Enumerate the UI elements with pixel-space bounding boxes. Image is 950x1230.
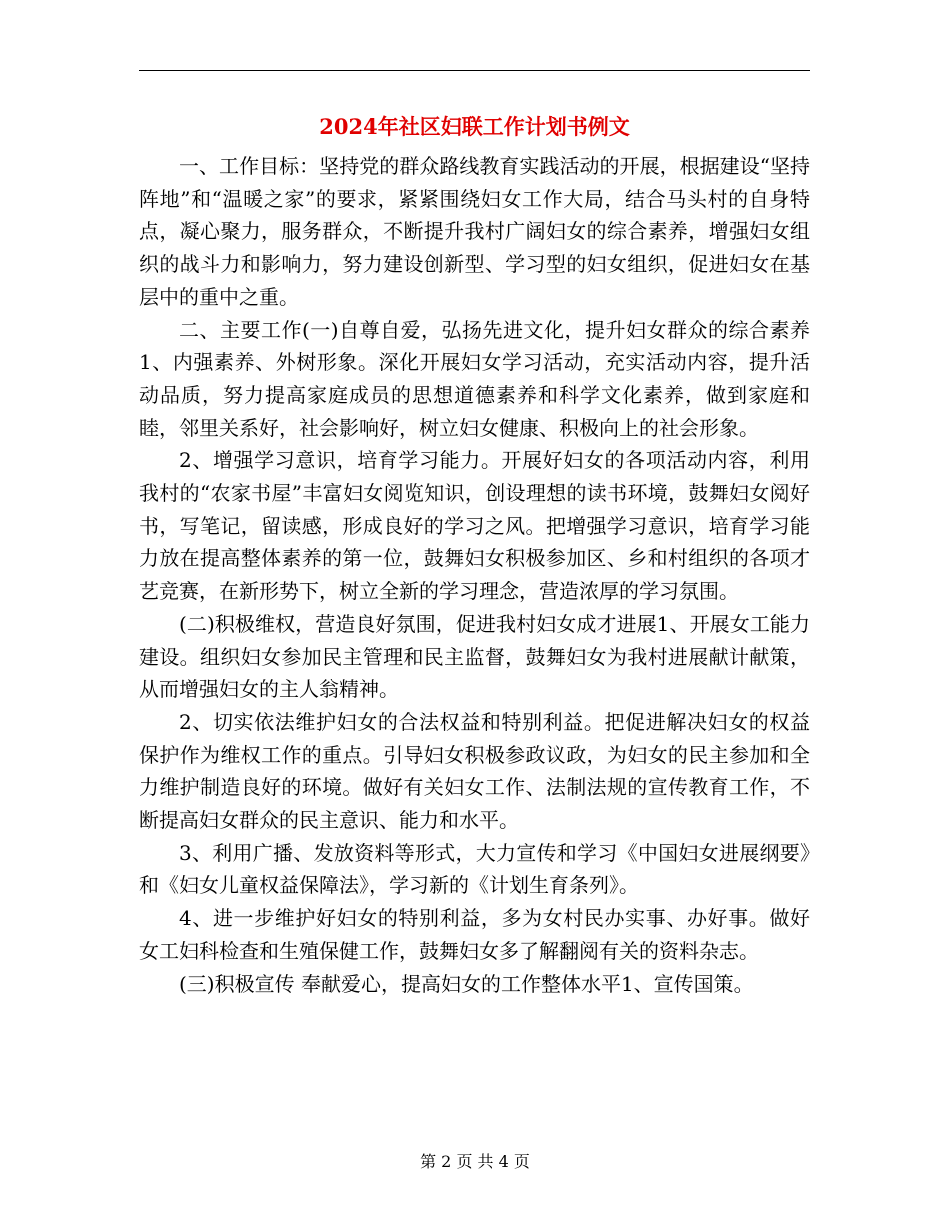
header-rule	[139, 70, 810, 71]
paragraph-work-goal: 一、工作目标：坚持党的群众路线教育实践活动的开展，根据建设“坚持阵地”和“温暖之家”的要求，紧紧围绕妇女工作大局，结合马头村的自身特点，凝心聚力，服务群众，不断提升我村广阔妇女的综合素养，增强妇女组织的战斗力和影响力，努力建设创新型、学习型的妇女组织，促进妇女在基层中的重中之重。	[139, 154, 810, 309]
document-body	[139, 150, 810, 1000]
page-number: 第 2 页 共 4 页	[420, 1152, 530, 1171]
paragraph-rights-protection: (二)积极维权，营造良好氛围，促进我村妇女成才进展1、开展女工能力建设。组织妇女参加民主管理和民主监督，鼓舞妇女为我村进展献计献策，从而增强妇女的主人翁精神。	[139, 611, 810, 702]
document-title: 2024年社区妇联工作计划书例文	[319, 114, 630, 139]
paragraph-publicity: 3、利用广播、发放资料等形式，大力宣传和学习《中国妇女进展纲要》和《妇女儿童权益保障法》，学习新的《计划生育条列》。	[139, 840, 810, 898]
paragraph-main-work-1: 二、主要工作(一)自尊自爱，弘扬先进文化，提升妇女群众的综合素养1、内强素养、外树形象。深化开展妇女学习活动，充实活动内容，提升活动品质，努力提高家庭成员的思想道德素养和科学文化素养，做到家庭和睦，邻里关系好，社会影响好，树立妇女健康、积极向上的社会形象。	[139, 317, 810, 440]
paragraph-special-interests: 4、进一步维护好妇女的特别利益，多为女村民办实事、办好事。做好女工妇科检查和生殖保健工作，鼓舞妇女多了解翻阅有关的资料杂志。	[139, 906, 810, 963]
paragraph-promotion: (三)积极宣传 奉献爱心，提高妇女的工作整体水平1、宣传国策。	[179, 971, 754, 996]
paragraph-learning-ability: 2、增强学习意识，培育学习能力。开展好妇女的各项活动内容，利用我村的“农家书屋”丰富妇女阅览知识，创设理想的读书环境，鼓舞妇女阅好书，写笔记，留读感，形成良好的学习之风。把增强学习意识，培育学习能力放在提高整体素养的第一位，鼓舞妇女积极参加区、乡和村组织的各项才艺竞赛，在新形势下，树立全新的学习理念，营造浓厚的学习氛围。	[139, 448, 810, 604]
paragraph-legal-rights: 2、切实依法维护妇女的合法权益和特别利益。把促进解决妇女的权益保护作为维权工作的重点。引导妇女积极参政议政，为妇女的民主参加和全力维护制造良好的环境。做好有关妇女工作、法制法规的宣传教育工作，不断提高妇女群众的民主意识、能力和水平。	[139, 709, 810, 833]
